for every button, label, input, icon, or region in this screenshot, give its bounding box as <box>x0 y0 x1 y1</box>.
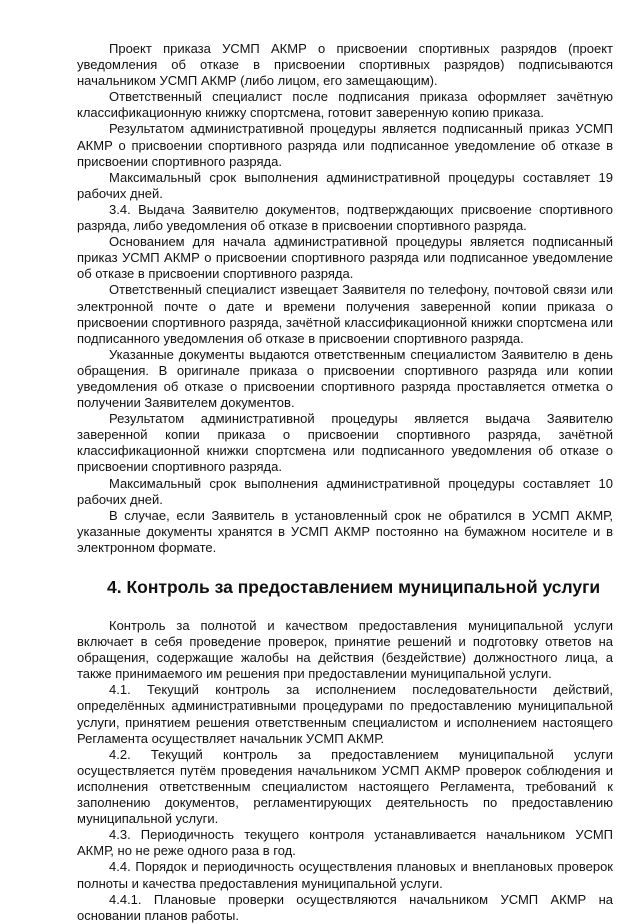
paragraph-specialist-prepares: Ответственный специалист после подписания приказа оформляет зачётную классификационную книжку спортсмена, готовит заверенную копию приказа. <box>77 89 613 121</box>
paragraph-4-4-1: 4.4.1. Плановые проверки осуществляются начальником УСМП АКМР на основании планов работы. <box>77 891 613 923</box>
paragraph-procedure-result: Результатом административной процедуры является подписанный приказ УСМП АКМР о присвоении спортивного разряда или подписанное уведомление об отказе в присвоении спортивного разряда. <box>77 121 613 169</box>
paragraph-basis-for-procedure: Основанием для начала административной процедуры является подписанный приказ УСМП АКМР о присвоении спортивного разряда или подписанное уведомление об отказе в присвоении спортивного разряда. <box>77 234 613 282</box>
paragraph-max-term-10: Максимальный срок выполнения административной процедуры составляет 10 рабочих дней. <box>77 475 613 507</box>
paragraph-issuance-result: Результатом административной процедуры является выдача Заявителю заверенной копии приказа о присвоении спортивного разряда, зачётной классификационной книжки спортсмена или подписанного уведомления об отказе о присвоении спортивного разряда. <box>77 411 613 475</box>
paragraph-3-4-issuance: 3.4. Выдача Заявителю документов, подтверждающих присвоение спортивного разряда, либо уведомления об отказе в присвоении спортивного разряда. <box>77 201 613 234</box>
paragraph-4-2: 4.2. Текущий контроль за предоставлением муниципальной услуги осуществляется путём проведения начальником УСМП АКМР проверок соблюдения и исполнения ответственным специалистом настоящего Регламента, требований к заполнению документов, регламентирующих деятельность по предоставлению муниципальной услуги. <box>77 746 613 827</box>
paragraph-documents-issued: Указанные документы выдаются ответственным специалистом Заявителю в день обращения. В оригинале приказа о присвоении спортивного разряда или копии уведомления об отказе о присвоении спортивного разряда проставляется отметка о получении Заявителем документов. <box>77 346 613 411</box>
document-page <box>77 41 613 924</box>
paragraph-max-term-19: Максимальный срок выполнения административной процедуры составляет 19 рабочих дней. <box>77 169 613 201</box>
section-3-continuation <box>77 41 613 556</box>
paragraph-order-signing: Проект приказа УСМП АКМР о присвоении спортивных разрядов (проект уведомления об отказе в присвоении спортивных разрядов) подписываются начальником УСМП АКМР (либо лицом, его замещающим). <box>77 41 613 89</box>
section-4-body <box>77 618 613 924</box>
section-4-heading: 4. Контроль за предоставлением муниципальной услуги <box>107 577 601 597</box>
paragraph-4-4: 4.4. Порядок и периодичность осуществления плановых и внеплановых проверок полноты и качества предоставления муниципальной услуги. <box>77 859 613 891</box>
paragraph-notification: Ответственный специалист извещает Заявителя по телефону, почтовой связи или электронной почте о дате и времени получения заверенной копии приказа о присвоении спортивного разряда, зачётной классификационной книжки спортсмена или подписанного уведомления об отказе в присвоении спортивного разряда. <box>77 282 613 346</box>
paragraph-storage: В случае, если Заявитель в установленный срок не обратился в УСМП АКМР, указанные документы хранятся в УСМП АКМР постоянно на бумажном носителе и в электронном формате. <box>77 507 613 555</box>
paragraph-control-scope: Контроль за полнотой и качеством предоставления муниципальной услуги включает в себя проведение проверок, принятие решений и подготовку ответов на обращения, содержащие жалобы на действия (бездействие) должностного лица, а также принимаемого им решения при предоставлении муниципальной услуги. <box>77 618 613 682</box>
paragraph-4-1: 4.1. Текущий контроль за исполнением последовательности действий, определённых административными процедурами по предоставлению муниципальной услуги, принятием решения ответственным специалистом и исполнением настоящего Регламента осуществляет начальник УСМП АКМР. <box>77 682 613 746</box>
paragraph-4-3: 4.3. Периодичность текущего контроля устанавливается начальником УСМП АКМР, но не реже одного раза в год. <box>77 827 613 859</box>
